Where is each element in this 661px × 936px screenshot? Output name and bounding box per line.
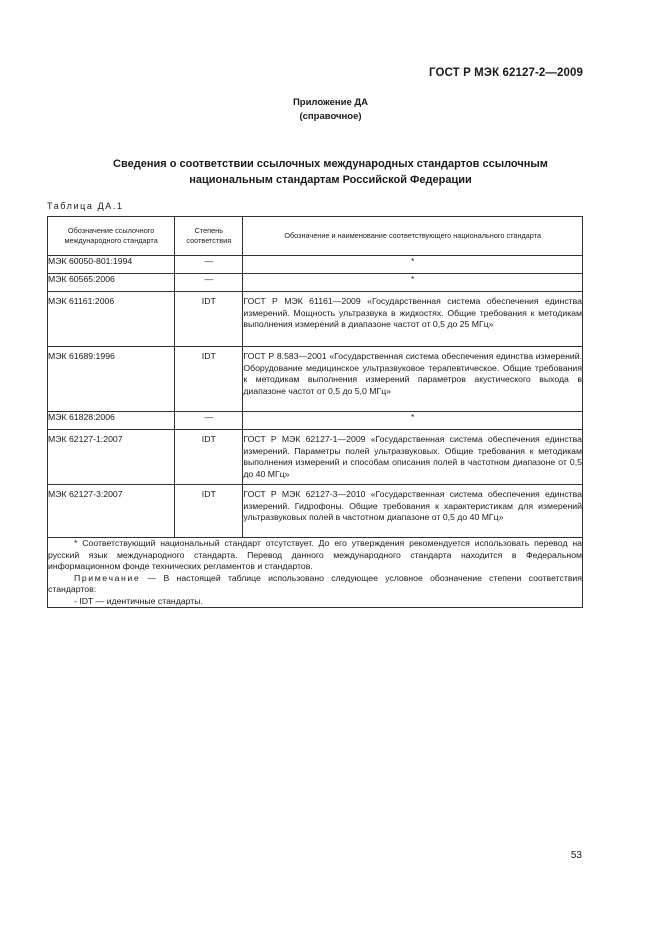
cell-ref: МЭК 62127-1:2007 — [48, 430, 175, 485]
cell-national: ГОСТ Р 8.583—2001 «Государственная система обеспечения единства измерений. Оборудование медицинское ультразвуковое терапевтическое. Общие требования к методикам выполнения измерений параметров акустического выхода в диапазоне частот от 0,5 до 5,0 МГц» — [243, 347, 583, 412]
section-title — [60, 156, 601, 188]
cell-ref: МЭК 61161:2006 — [48, 292, 175, 347]
table-row — [48, 412, 583, 430]
cell-national: ГОСТ Р МЭК 62127-3—2010 «Государственная система обеспечения единства измерений. Гидрофоны. Общие требования к характеристикам для измерений ультразвуковых полей в частотном диапазоне от 0,5 до 40 МГц» — [243, 485, 583, 538]
page-header-standard-code: ГОСТ Р МЭК 62127-2—2009 — [429, 67, 583, 79]
table-row — [48, 430, 583, 485]
section-title-line-1: Сведения о соответствии ссылочных международных стандартов ссылочным — [113, 158, 548, 170]
cell-degree: — — [175, 412, 243, 430]
cell-degree: IDT — [175, 485, 243, 538]
footnote-text: * Соответствующий национальный стандарт отсутствует. До его утверждения рекомендуется использовать перевод на русский язык международного стандарта. Перевод данного международного стандарта находится в Федеральном информационном фонде технических регламентов и стандартов. — [48, 538, 582, 571]
cell-national: * — [243, 412, 583, 430]
cell-degree: IDT — [175, 430, 243, 485]
page-number: 53 — [570, 850, 582, 861]
note-text: — В настоящей таблице использовано следующее условное обозначение степени соответствия стандартов: — [48, 572, 582, 594]
cell-ref: МЭК 60050-801:1994 — [48, 256, 175, 274]
cell-degree: IDT — [175, 292, 243, 347]
table-footnote-cell — [48, 538, 583, 608]
note-paragraph — [48, 573, 582, 596]
cell-ref: МЭК 62127-3:2007 — [48, 485, 175, 538]
table-row — [48, 347, 583, 412]
header-degree: Степень соответствия — [175, 217, 243, 256]
table-caption: Таблица ДА.1 — [47, 201, 124, 211]
cell-degree: — — [175, 274, 243, 292]
cell-national: * — [243, 274, 583, 292]
table-row — [48, 292, 583, 347]
appendix-heading — [0, 96, 661, 124]
table-footer-row — [48, 538, 583, 608]
table-row — [48, 256, 583, 274]
cell-ref: МЭК 61828:2006 — [48, 412, 175, 430]
correspondence-table — [47, 216, 583, 608]
section-title-line-2: национальным стандартам Российской Федерации — [189, 174, 472, 186]
note-label: Примечание — [74, 572, 141, 583]
cell-national: ГОСТ Р МЭК 61161—2009 «Государственная система обеспечения единства измерений. Мощность ультразвука в жидкостях. Общие требования к методикам выполнения измерений в диапазоне частот от 0,5 до 25 МГц» — [243, 292, 583, 347]
note-item: - IDT — идентичные стандарты. — [74, 595, 203, 606]
header-ref-standard: Обозначение ссылочного международного стандарта — [48, 217, 175, 256]
cell-national: ГОСТ Р МЭК 62127-1—2009 «Государственная система обеспечения единства измерений. Параметры полей ультразвуковых. Общие требования к методикам выполнения измерений и способам описания полей в частотном диапазоне от 0,5 до 40 МГц» — [243, 430, 583, 485]
appendix-title: Приложение ДА — [292, 97, 369, 108]
appendix-subtitle: (справочное) — [299, 111, 362, 122]
table-row — [48, 274, 583, 292]
cell-degree: — — [175, 256, 243, 274]
cell-ref: МЭК 61689:1996 — [48, 347, 175, 412]
cell-degree: IDT — [175, 347, 243, 412]
cell-national: * — [243, 256, 583, 274]
header-national-standard: Обозначение и наименование соответствующего национального стандарта — [243, 217, 583, 256]
table-header-row — [48, 217, 583, 256]
cell-ref: МЭК 60565:2006 — [48, 274, 175, 292]
table-row — [48, 485, 583, 538]
